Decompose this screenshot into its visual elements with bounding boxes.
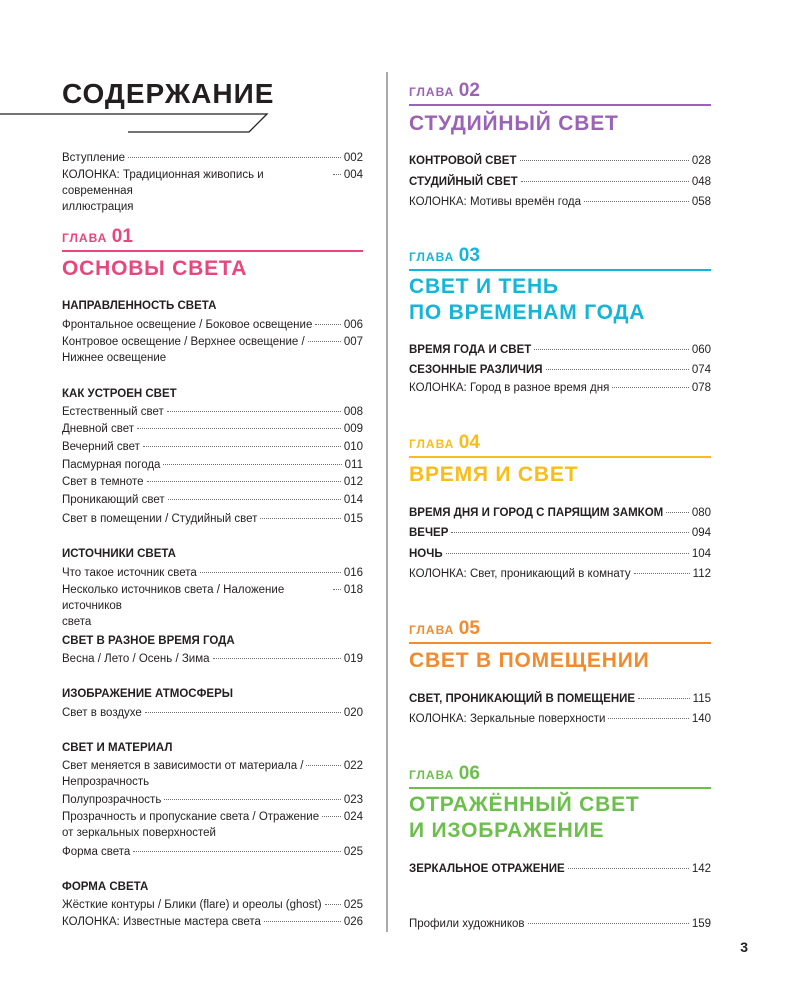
toc-entry[interactable]: КОЛОНКА: Известные мастера света 026 <box>62 916 363 928</box>
toc-entry-column-painting[interactable]: КОЛОНКА: Традиционная живопись и современная иллюстрация 004 <box>62 169 363 213</box>
toc-entry[interactable]: КОЛОНКА: Город в разное время дня 078 <box>409 382 711 394</box>
chapter-04-label: ГЛАВА 04 <box>409 432 480 453</box>
title-underline <box>0 112 300 134</box>
toc-entry[interactable]: Контровое освещение / Верхнее освещение / Нижнее освещение 007 <box>62 336 363 364</box>
toc-entry[interactable]: Свет в темноте 012 <box>62 476 363 488</box>
section-heading: ИЗОБРАЖЕНИЕ АТМОСФЕРЫ <box>62 688 233 700</box>
toc-entry[interactable]: КОЛОНКА: Зеркальные поверхности 140 <box>409 713 711 725</box>
toc-entry[interactable]: Свет в помещении / Студийный свет 015 <box>62 513 363 525</box>
section-heading: СВЕТ В РАЗНОЕ ВРЕМЯ ГОДА <box>62 635 235 647</box>
toc-entry[interactable]: Фронтальное освещение / Боковое освещение 006 <box>62 319 363 331</box>
toc-entry[interactable]: КОНТРОВОЙ СВЕТ 028 <box>409 155 711 167</box>
section-heading: КАК УСТРОЕН СВЕТ <box>62 388 177 400</box>
chapter-06-label: ГЛАВА 06 <box>409 763 480 784</box>
toc-entry[interactable]: Весна / Лето / Осень / Зима 019 <box>62 653 363 665</box>
column-divider <box>386 72 388 932</box>
chapter-01-rule <box>62 250 363 252</box>
toc-entry[interactable]: ВРЕМЯ ДНЯ И ГОРОД С ПАРЯЩИМ ЗАМКОМ 080 <box>409 507 711 519</box>
chapter-05-title: СВЕТ В ПОМЕЩЕНИИ <box>409 649 650 672</box>
chapter-01-label: ГЛАВА 01 <box>62 226 133 247</box>
toc-entry[interactable]: КОЛОНКА: Мотивы времён года 058 <box>409 196 711 208</box>
chapter-06-title: ОТРАЖЁННЫЙ СВЕТ И ИЗОБРАЖЕНИЕ <box>409 793 640 842</box>
toc-entry[interactable]: Форма света 025 <box>62 846 363 858</box>
toc-entry[interactable]: Дневной свет 009 <box>62 423 363 435</box>
section-heading: ИСТОЧНИКИ СВЕТА <box>62 548 176 560</box>
chapter-02-label: ГЛАВА 02 <box>409 80 480 101</box>
chapter-02-title: СТУДИЙНЫЙ СВЕТ <box>409 112 619 135</box>
toc-entry[interactable]: Пасмурная погода 011 <box>62 459 363 471</box>
toc-entry[interactable]: СВЕТ, ПРОНИКАЮЩИЙ В ПОМЕЩЕНИЕ 115 <box>409 693 711 705</box>
chapter-06-rule <box>409 787 711 789</box>
toc-entry[interactable]: Свет меняется в зависимости от материала / Непрозрачность 022 <box>62 760 363 788</box>
toc-entry[interactable]: Свет в воздухе 020 <box>62 707 363 719</box>
chapter-05-rule <box>409 642 711 644</box>
toc-entry[interactable]: Жёсткие контуры / Блики (flare) и ореолы (ghost) 025 <box>62 899 363 911</box>
section-heading: ФОРМА СВЕТА <box>62 881 149 893</box>
toc-entry[interactable]: СЕЗОННЫЕ РАЗЛИЧИЯ 074 <box>409 364 711 376</box>
toc-entry[interactable]: Вечерний свет 010 <box>62 441 363 453</box>
toc-entry[interactable]: Естественный свет 008 <box>62 406 363 418</box>
chapter-03-rule <box>409 269 711 271</box>
section-heading: СВЕТ И МАТЕРИАЛ <box>62 742 173 754</box>
chapter-02-rule <box>409 104 711 106</box>
toc-entry-intro[interactable]: Вступление 002 <box>62 152 363 164</box>
chapter-01-title: ОСНОВЫ СВЕТА <box>62 257 248 280</box>
chapter-05-label: ГЛАВА 05 <box>409 618 480 639</box>
toc-entry[interactable]: ВРЕМЯ ГОДА И СВЕТ 060 <box>409 344 711 356</box>
page-title: СОДЕРЖАНИЕ <box>62 78 275 109</box>
toc-entry[interactable]: Что такое источник света 016 <box>62 567 363 579</box>
toc-entry[interactable]: Проникающий свет 014 <box>62 494 363 506</box>
toc-entry[interactable]: ЗЕРКАЛЬНОЕ ОТРАЖЕНИЕ 142 <box>409 863 711 875</box>
section-heading: НАПРАВЛЕННОСТЬ СВЕТА <box>62 300 217 312</box>
chapter-04-title: ВРЕМЯ И СВЕТ <box>409 463 579 486</box>
toc-entry[interactable]: НОЧЬ 104 <box>409 548 711 560</box>
toc-entry[interactable]: СТУДИЙНЫЙ СВЕТ 048 <box>409 176 711 188</box>
chapter-03-title: СВЕТ И ТЕНЬ ПО ВРЕМЕНАМ ГОДА <box>409 275 646 324</box>
toc-entry[interactable]: ВЕЧЕР 094 <box>409 527 711 539</box>
toc-entry-profiles[interactable]: Профили художников 159 <box>409 918 711 930</box>
toc-entry[interactable]: Прозрачность и пропускание света / Отражение от зеркальных поверхностей 024 <box>62 811 363 839</box>
toc-entry[interactable]: Полупрозрачность 023 <box>62 794 363 806</box>
chapter-03-label: ГЛАВА 03 <box>409 245 480 266</box>
page-number: 3 <box>740 939 748 955</box>
toc-entry[interactable]: Несколько источников света / Наложение источников света 018 <box>62 584 363 628</box>
chapter-04-rule <box>409 456 711 458</box>
toc-entry[interactable]: КОЛОНКА: Свет, проникающий в комнату 112 <box>409 568 711 580</box>
